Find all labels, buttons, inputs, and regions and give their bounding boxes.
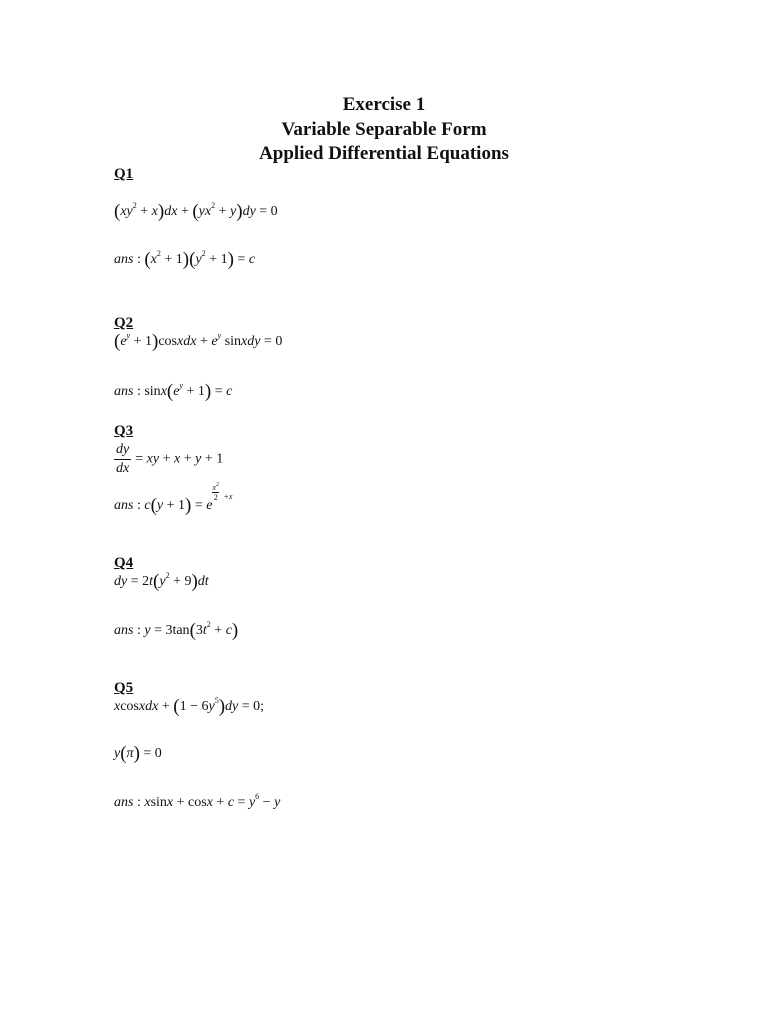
question-label-q5: Q5	[114, 680, 134, 696]
q3-answer: ans : c(y + 1) = e $x^2$ 2 +x	[114, 497, 234, 515]
question-label-q2: Q2	[114, 315, 134, 331]
q5-answer: ans : $xsinx + \cos x + c = y^6 - y$	[114, 792, 281, 810]
dy-dx-fraction: $\frac{dy}{dx}$	[116, 442, 130, 476]
topic-title: Variable Separable Form	[281, 118, 487, 140]
exercise-title: Exercise 1	[342, 94, 426, 115]
q1-equation: $(xy^2 + x)dx + (yx^2 + y)dy = 0$	[114, 201, 278, 222]
q1-answer: ans : $(x^2 + 1)(y^2 + 1) = c$	[114, 249, 256, 270]
title-block	[0, 93, 768, 167]
question-label-q4: Q4	[114, 555, 134, 571]
q4-answer: ans : $y = 3\tan(3t^2 + c)$	[114, 620, 239, 641]
q5-equation: xcosxdx + $(1 - 6y^5)dy = 0$;	[114, 696, 265, 717]
q2-equation: ($e^y$ + 1)cosxdx + $e^y$ sinxdy = 0	[114, 331, 283, 352]
exponent-fraction: $x^2$ 2 +x	[212, 482, 233, 502]
q4-equation: dy = $2t(y^2 + 9)dt$	[114, 571, 209, 592]
q3-equation: $\frac{dy}{dx}$ = xy + x + y + 1	[116, 442, 224, 476]
course-title: Applied Differential Equations	[259, 143, 509, 164]
q5-initial-condition: y(π) = 0	[114, 743, 162, 764]
question-label-q3: Q3	[114, 423, 134, 439]
q2-answer: ans : $\sin x(e^y + 1) = c$	[114, 381, 233, 402]
question-label-q1: Q1	[114, 166, 134, 182]
